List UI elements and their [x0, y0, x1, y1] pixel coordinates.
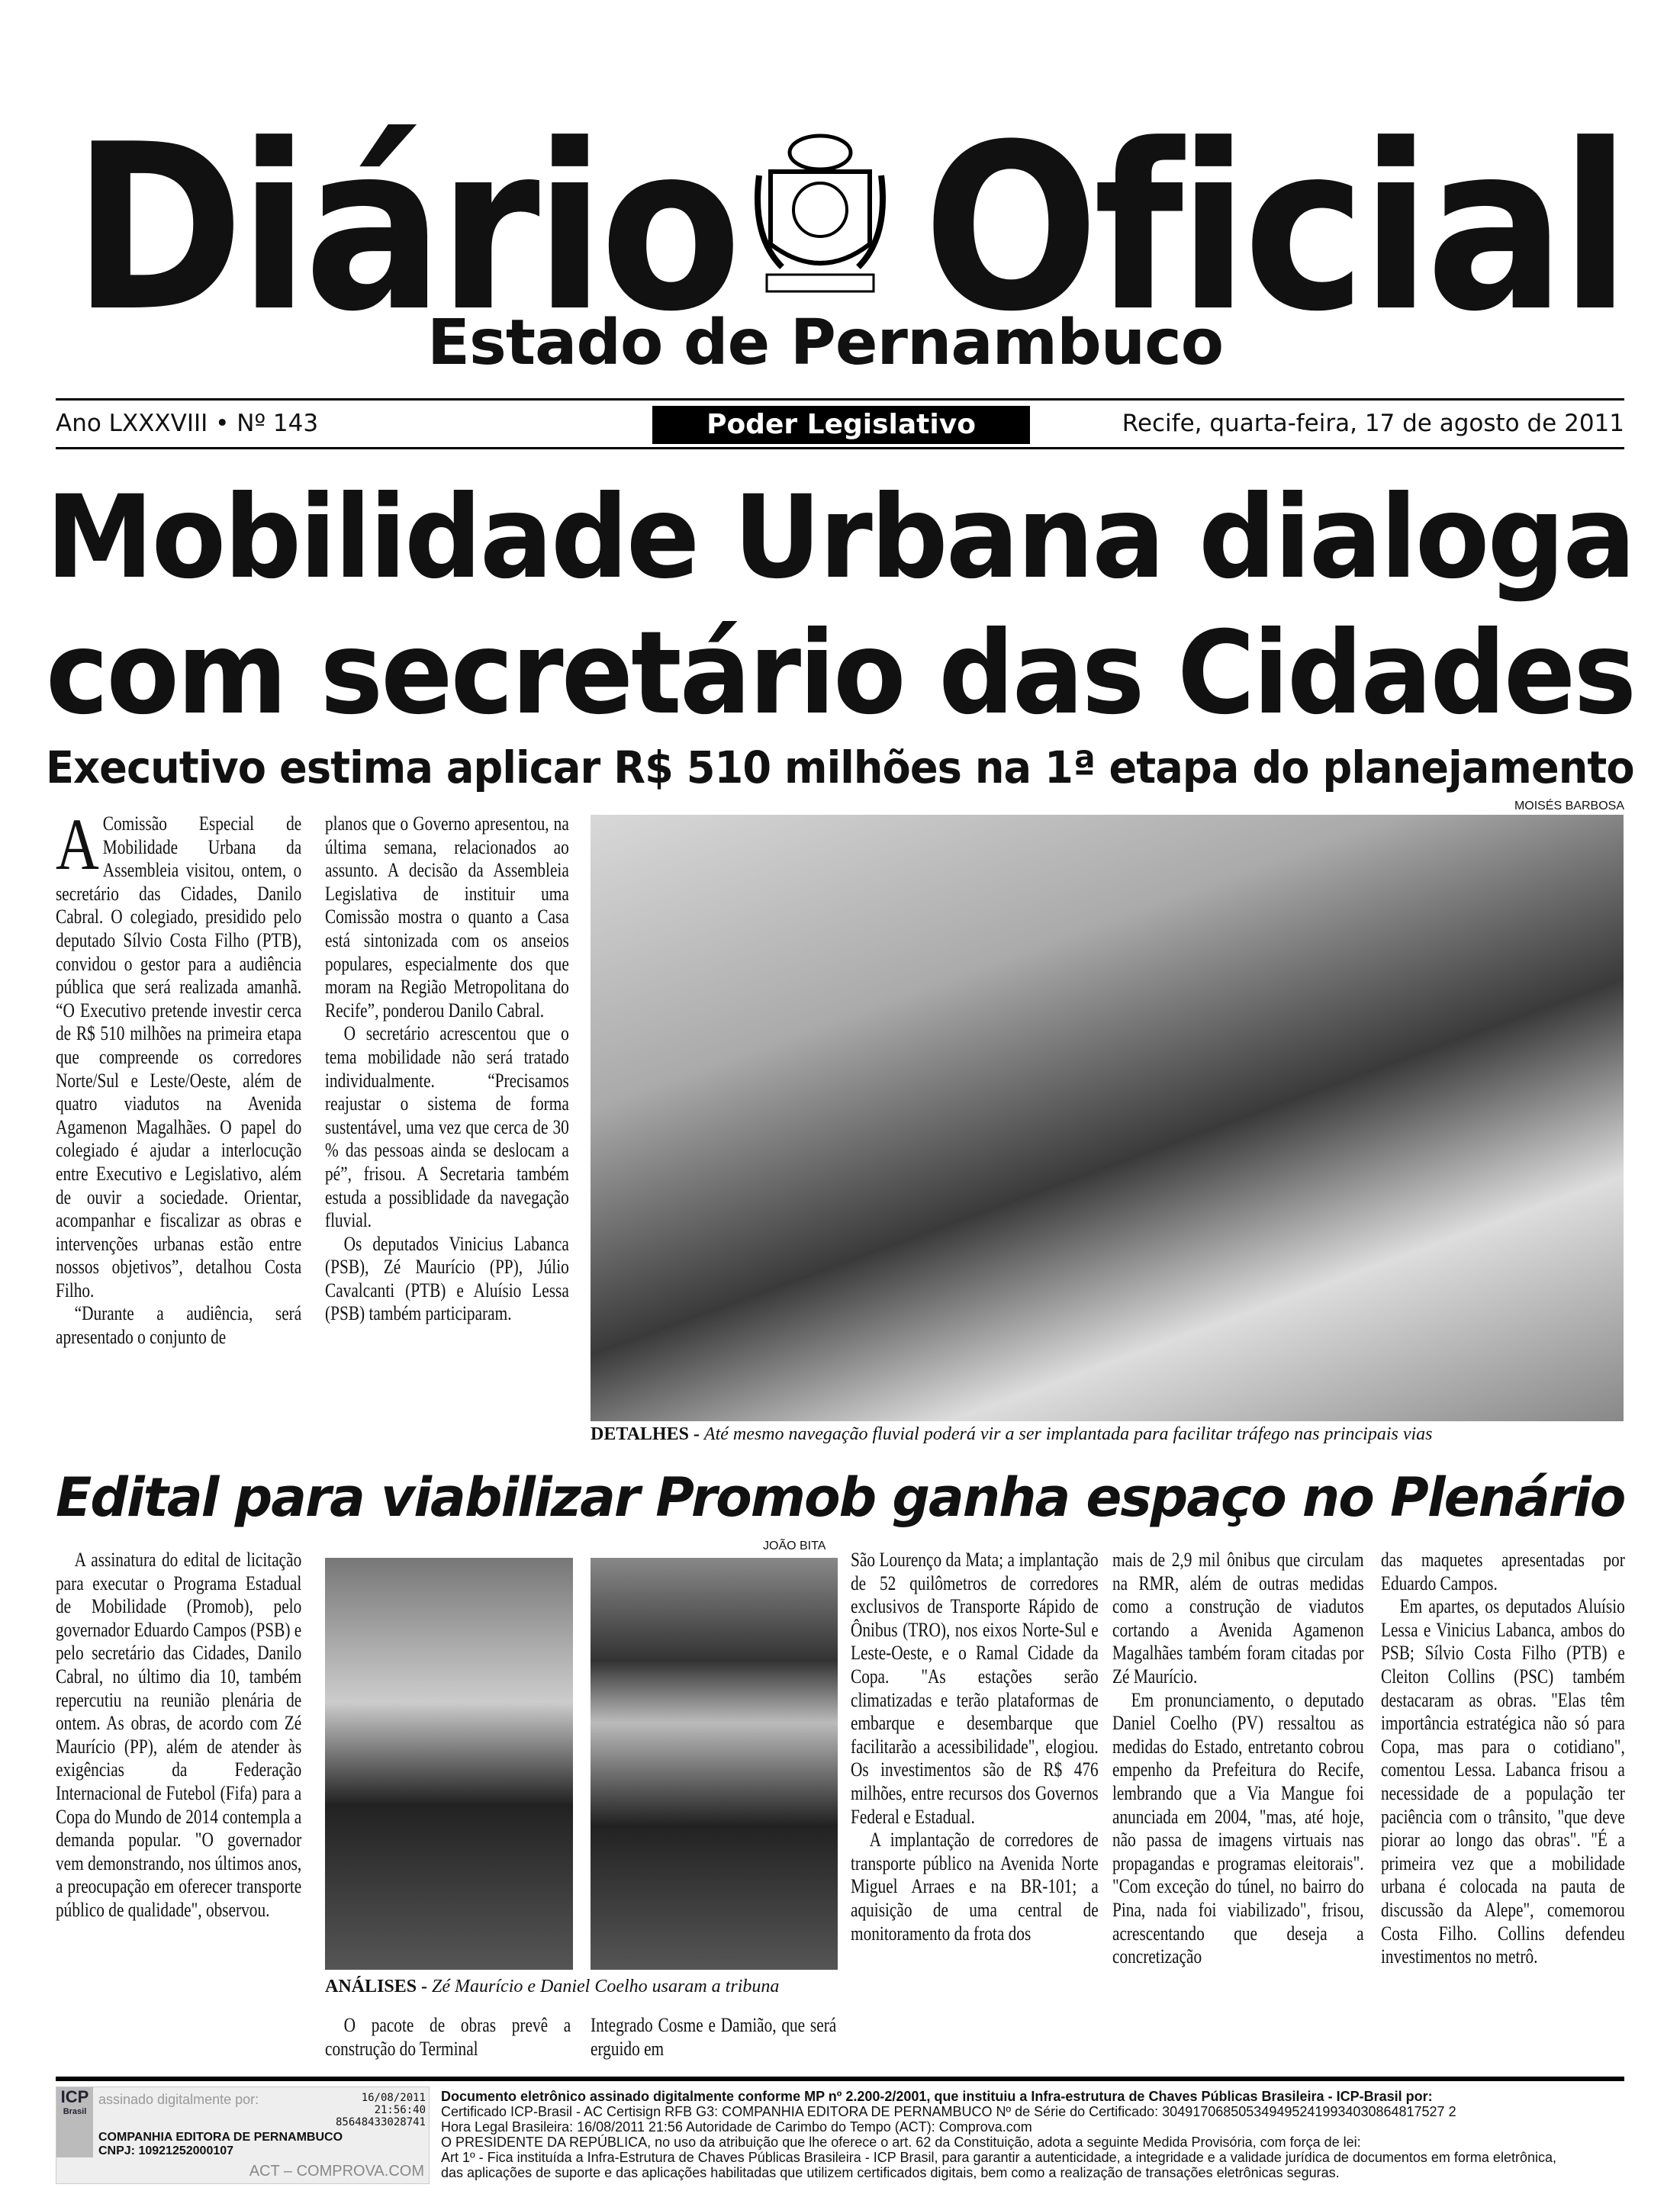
lead-column-2	[325, 812, 569, 1326]
article-text: A assinatura do edital de licitação para executar o Programa Estadual de Mobilidade (Promob), pelo governador Eduardo Campos (PSB) e pelo secretário das Cidades, Danilo Cabral, no último dia 10, também repercutiu na reunião plenária de ontem. As obras, de acordo com Zé Maurício (PP), além de atender às exigências da Federação Internacional de Futebol (Fifa) para a Copa do Mundo de 2014 contempla a demanda popular. "O governador vem demonstrando, nos últimos anos, a preocupação em oferecer transporte público de qualidade", observou.	[56, 1549, 302, 1921]
second-column-2	[325, 2014, 571, 2061]
article-text: São Lourenço da Mata; a implantação de 52 quilômetros de corredores exclusivos de Transporte Rápido de Ônibus (TRO), nos eixos Norte-Sul e Leste-Oeste, e o Ramal Cidade da Copa. "As estações serão climatizadas e terão plataformas de embarque e desembarque que facilitarão a acessibilidade", elogiou. Os investimentos são de R$ 476 milhões, entre recursos dos Governos Federal e Estadual.	[851, 1549, 1099, 1828]
lead-photo	[591, 815, 1624, 1421]
state-seal-icon	[751, 130, 889, 301]
stamp-act: ACT – COMPROVA.COM	[249, 2163, 424, 2180]
caption-label: DETALHES -	[591, 1424, 700, 1444]
stamp-company: COMPANHIA EDITORA DE PERNAMBUCO	[98, 2131, 343, 2144]
footer-divider	[56, 2077, 1624, 2081]
footer-line: Hora Legal Brasileira: 16/08/2011 21:56 Autoridade de Carimbo do Tempo (ACT): Comprova.com	[441, 2119, 1032, 2135]
stamp-cnpj: CNPJ: 10921252000107	[98, 2144, 234, 2157]
article-text: mais de 2,9 mil ônibus que circulam na RMR, além de outras medidas como a construção de viadutos cortando a Avenida Agamenon Magalhães também foram citadas por Zé Maurício.	[1112, 1549, 1364, 1687]
drop-cap: A	[56, 803, 99, 885]
headline-line-2: com secretário das Cidades	[46, 607, 1635, 740]
headline-line-1: Mobilidade Urbana dialoga	[46, 471, 1634, 604]
article-text: Em pronunciamento, o deputado Daniel Coelho (PV) ressaltou as medidas do Estado, entretanto cobrou empenho da Prefeitura do Recife, lembrando que a Via Mangue foi anunciada em 2004, "mas, até hoje, não passa de imagens virtuais nas propagandas e programas eleitorais". "Com exceção do túnel, no bairro do Pina, nada foi viabilizado", frisou, acrescentando que deseja a concretização	[1112, 1688, 1364, 1968]
second-column-6	[1381, 1549, 1625, 1969]
masthead-subtitle: Estado de Pernambuco	[427, 307, 1224, 379]
second-headline: Edital para viabilizar Promob ganha espaço no Plenário	[56, 1466, 1625, 1529]
second-column-4	[851, 1549, 1099, 1945]
article-text: Integrado Cosme e Damião, que será erguido em	[591, 2014, 837, 2060]
section-label: Poder Legislativo	[652, 406, 1030, 444]
photo-daniel-coelho	[591, 1558, 838, 1970]
masthead-title-left: Diário	[72, 95, 737, 362]
article-text: das maquetes apresentadas por Eduardo Campos.	[1381, 1549, 1625, 1594]
caption-label: ANÁLISES -	[325, 1977, 428, 1996]
dateline: Recife, quarta-feira, 17 de agosto de 2011	[1122, 410, 1624, 437]
footer-line: Art 1º - Fica instituída a Infra-Estrutura de Chaves Públicas Brasileira - ICP Brasil, para garantir a autenticidade, a integridade e a validade jurídica de documentos em forma eletrônica,	[441, 2150, 1556, 2165]
article-text: Os deputados Vinicius Labanca (PSB), Zé Maurício (PP), Júlio Cavalcanti (PTB) e Aluísio Lessa (PSB) também participaram.	[325, 1232, 569, 1325]
footer-line: Certificado ICP-Brasil - AC Certisign RFB G3: COMPANHIA EDITORA DE PERNAMBUCO Nº de Série do Certificado: 3049170685053494952419934030864817527 2	[441, 2104, 1456, 2119]
article-text: planos que o Governo apresentou, na última semana, relacionados ao assunto. A decisão da Assembleia Legislativa de instituir uma Comissão mostra o quanto a Casa está sintonizada com os anseios populares, especialmente dos que moram na Região Metropolitana do Recife”, ponderou Danilo Cabral.	[325, 812, 569, 1022]
second-photo-caption	[325, 1976, 838, 1997]
stamp-details: 16/08/2011 21:56:40 85648433028741	[335, 2092, 426, 2128]
second-column-3	[591, 2014, 836, 2061]
footer-line: das aplicações de suporte e das aplicações habilitadas que utilizem certificados digitais, bem como a realização de transações eletrônicas seguras.	[441, 2165, 1340, 2180]
caption-text: Zé Maurício e Daniel Coelho usaram a tribuna	[432, 1977, 780, 1996]
footer-line: Documento eletrônico assinado digitalmente conforme MP nº 2.200-2/2001, que instituiu a Infra-estrutura de Chaves Públicas Brasileira - ICP-Brasil por:	[441, 2089, 1433, 2104]
lead-photo-caption	[591, 1424, 1624, 1445]
second-column-5	[1112, 1549, 1364, 1969]
deck: Executivo estima aplicar R$ 510 milhões na 1ª etapa do planejamento	[46, 742, 1634, 793]
article-text: O secretário acrescentou que o tema mobilidade não será tratado individualmente. “Precisamos reajustar o sistema de forma sustentável, uma vez que cerca de 30 % das pessoas ainda se deslocam a pé”, frisou. A Secretaria também estuda a possiblidade da navegação fluvial.	[325, 1022, 569, 1232]
edition-number: Ano LXXXVIII • Nº 143	[56, 410, 319, 437]
caption-text: Até mesmo navegação fluvial poderá vir a ser implantada para facilitar tráfego nas principais vias	[703, 1424, 1433, 1444]
article-text: O pacote de obras prevê a construção do Terminal	[325, 2014, 571, 2060]
masthead-title-right: Oficial	[923, 95, 1626, 362]
signed-label: assinado digitalmente por:	[98, 2092, 259, 2107]
article-text: Em apartes, os deputados Aluísio Lessa e Vinicius Labanca, ambos do PSB; Sílvio Costa Filho (PTB) e Cleiton Collins (PSC) também destacaram as obras. "Elas têm importância estratégica não só para Copa, mas para o cotidiano", comentou Lessa. Labanca frisou a necessidade de a população ter paciência com o trânsito, "que deve piorar ao longo das obras". "É a primeira vez que a mobilidade urbana é colocada na pauta de discussão da Alepe", comemorou Costa Filho. Collins defendeu investimentos no metrô.	[1381, 1595, 1625, 1968]
photo-credit: MOISÉS BARBOSA	[1514, 800, 1624, 812]
divider	[56, 447, 1624, 449]
footer-legal-text	[441, 2089, 1631, 2180]
photo-ze-mauricio	[325, 1558, 573, 1970]
lead-column-1	[56, 803, 302, 1350]
article-text: Comissão Especial de Mobilidade Urbana da Assembleia visitou, ontem, o secretário das Cidades, Danilo Cabral. O colegiado, presidido pelo deputado Sílvio Costa Filho (PTB), convidou o gestor para a audiência pública que será realizada amanhã. “O Executivo pretende investir cerca de R$ 510 milhões na primeira etapa que compreende os corredores Norte/Sul e Leste/Oeste, além de quatro viadutos na Avenida Agamenon Magalhães. O papel do colegiado é ajudar a interlocução entre Executivo e Legislativo, além de ouvir a sociedade. Orientar, acompanhar e fiscalizar as obras e intervenções urbanas estão entre nossos objetivos”, detalhou Costa Filho.	[56, 812, 302, 1301]
article-text: A implantação de corredores de transporte público na Avenida Norte Miguel Arraes e na BR-101; a aquisição de uma central de monitoramento da frota dos	[851, 1829, 1099, 1945]
footer-line: O PRESIDENTE DA REPÚBLICA, no uso da atribuição que lhe oferece o art. 62 da Constituição, adota a seguinte Medida Provisória, com força de lei:	[441, 2135, 1361, 2150]
second-column-1	[56, 1549, 301, 1922]
digital-signature-stamp	[56, 2086, 430, 2184]
icp-brasil-logo: ICP Brasil	[56, 2087, 93, 2157]
photo-credit: JOÃO BITA	[763, 1539, 826, 1552]
divider	[56, 398, 1624, 401]
article-text: “Durante a audiência, será apresentado o conjunto de	[56, 1302, 302, 1349]
